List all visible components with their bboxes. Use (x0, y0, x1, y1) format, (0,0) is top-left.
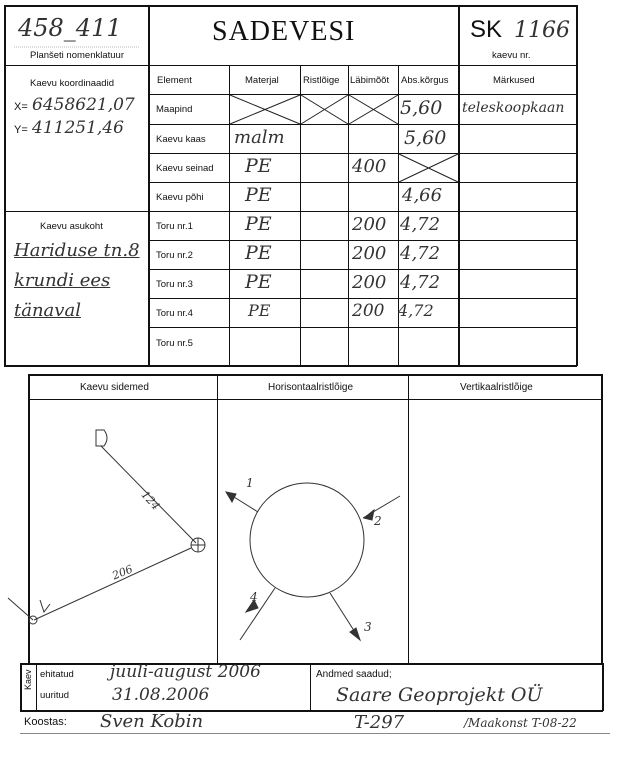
pipe-2-label: 2 (374, 514, 382, 528)
row-element: Toru nr.3 (156, 279, 193, 290)
location-line-1: Hariduse tn.8 (14, 240, 140, 261)
row-height: 4,72 (400, 272, 441, 293)
location-label: Kaevu asukoht (40, 221, 103, 232)
row-material: malm (234, 127, 285, 148)
well-number: 1166 (514, 18, 570, 43)
col-header-element: Element (157, 75, 192, 86)
built-label: ehitatud (40, 669, 74, 680)
row-element: Kaevu seinad (156, 163, 214, 174)
row-height: 5,60 (400, 97, 443, 119)
row-height: 4,72 (400, 243, 441, 264)
col-header-diameter: Läbimõõt (350, 75, 390, 86)
row-height: 5,60 (404, 127, 447, 149)
coord-y-value: 411251,46 (32, 118, 124, 138)
row-height: 4,72 (400, 214, 441, 235)
footer-side-label: Kaev (23, 669, 33, 690)
col-header-material: Materjal (245, 75, 279, 86)
row-material: PE (245, 213, 272, 235)
coord-y-label: Y= (14, 124, 28, 136)
compiled-label: Koostas: (24, 716, 67, 728)
row-element: Kaevu kaas (156, 134, 206, 145)
row-element: Kaevu põhi (156, 192, 204, 203)
row-element: Toru nr.5 (156, 338, 193, 349)
row-material: PE (248, 301, 271, 320)
pipe-4-label: 4 (250, 590, 258, 604)
location-line-2: krundi ees (14, 270, 111, 291)
row-material: PE (245, 271, 272, 293)
row-element: Toru nr.1 (156, 221, 193, 232)
document-extra-code: /Maakonst T-08-22 (464, 716, 577, 730)
data-source-label: Andmed saadud; (316, 669, 392, 680)
segment-a-label: 124 (138, 488, 163, 513)
location-line-3: tänaval (14, 300, 81, 321)
surveyed-value: 31.08.2006 (112, 685, 210, 705)
col-header-cross: Ristlõige (303, 75, 340, 86)
data-source-value: Saare Geoprojekt OÜ (336, 684, 543, 706)
row-material: PE (245, 184, 272, 206)
row-notes: teleskoopkaan (462, 100, 565, 116)
page-title: SADEVESI (212, 16, 356, 47)
pipe-3-label: 3 (364, 620, 372, 634)
coord-x-label: X= (14, 101, 28, 113)
row-material: PE (245, 155, 272, 177)
well-label: kaevu nr. (492, 50, 531, 61)
row-element: Maapind (156, 104, 193, 115)
row-diameter: 200 (352, 243, 387, 264)
row-diameter: 200 (352, 214, 387, 235)
coords-label: Kaevu koordinaadid (30, 78, 114, 89)
surveyed-label: uuritud (40, 690, 70, 701)
well-prefix: SK (470, 16, 503, 43)
sketch-connections-label: Kaevu sidemed (80, 382, 149, 393)
row-height: 4,72 (398, 301, 434, 320)
built-value: juuli-august 2006 (110, 662, 261, 682)
col-header-notes: Märkused (493, 75, 535, 86)
col-header-height: Abs.kõrgus (401, 75, 449, 86)
row-element: Toru nr.4 (156, 308, 193, 319)
row-material: PE (245, 242, 272, 264)
coord-x-value: 6458621,07 (32, 95, 135, 115)
row-element: Toru nr.2 (156, 250, 193, 261)
pipe-1-label: 1 (246, 476, 254, 490)
segment-b-label: 206 (110, 562, 135, 583)
nomenclature-value: 458_411 (18, 14, 122, 42)
row-diameter: 400 (352, 156, 387, 177)
row-diameter: 200 (352, 272, 387, 293)
compiled-value: Sven Kobin (100, 711, 204, 732)
nomenclature-label: Planšeti nomenklatuur (30, 50, 124, 61)
document-code: T-297 (354, 712, 405, 733)
sketch-vertical-label: Vertikaalristlõige (460, 382, 533, 393)
sketch-horizontal-label: Horisontaalristlõige (268, 382, 354, 393)
row-height: 4,66 (402, 185, 443, 206)
row-diameter: 200 (352, 301, 385, 321)
